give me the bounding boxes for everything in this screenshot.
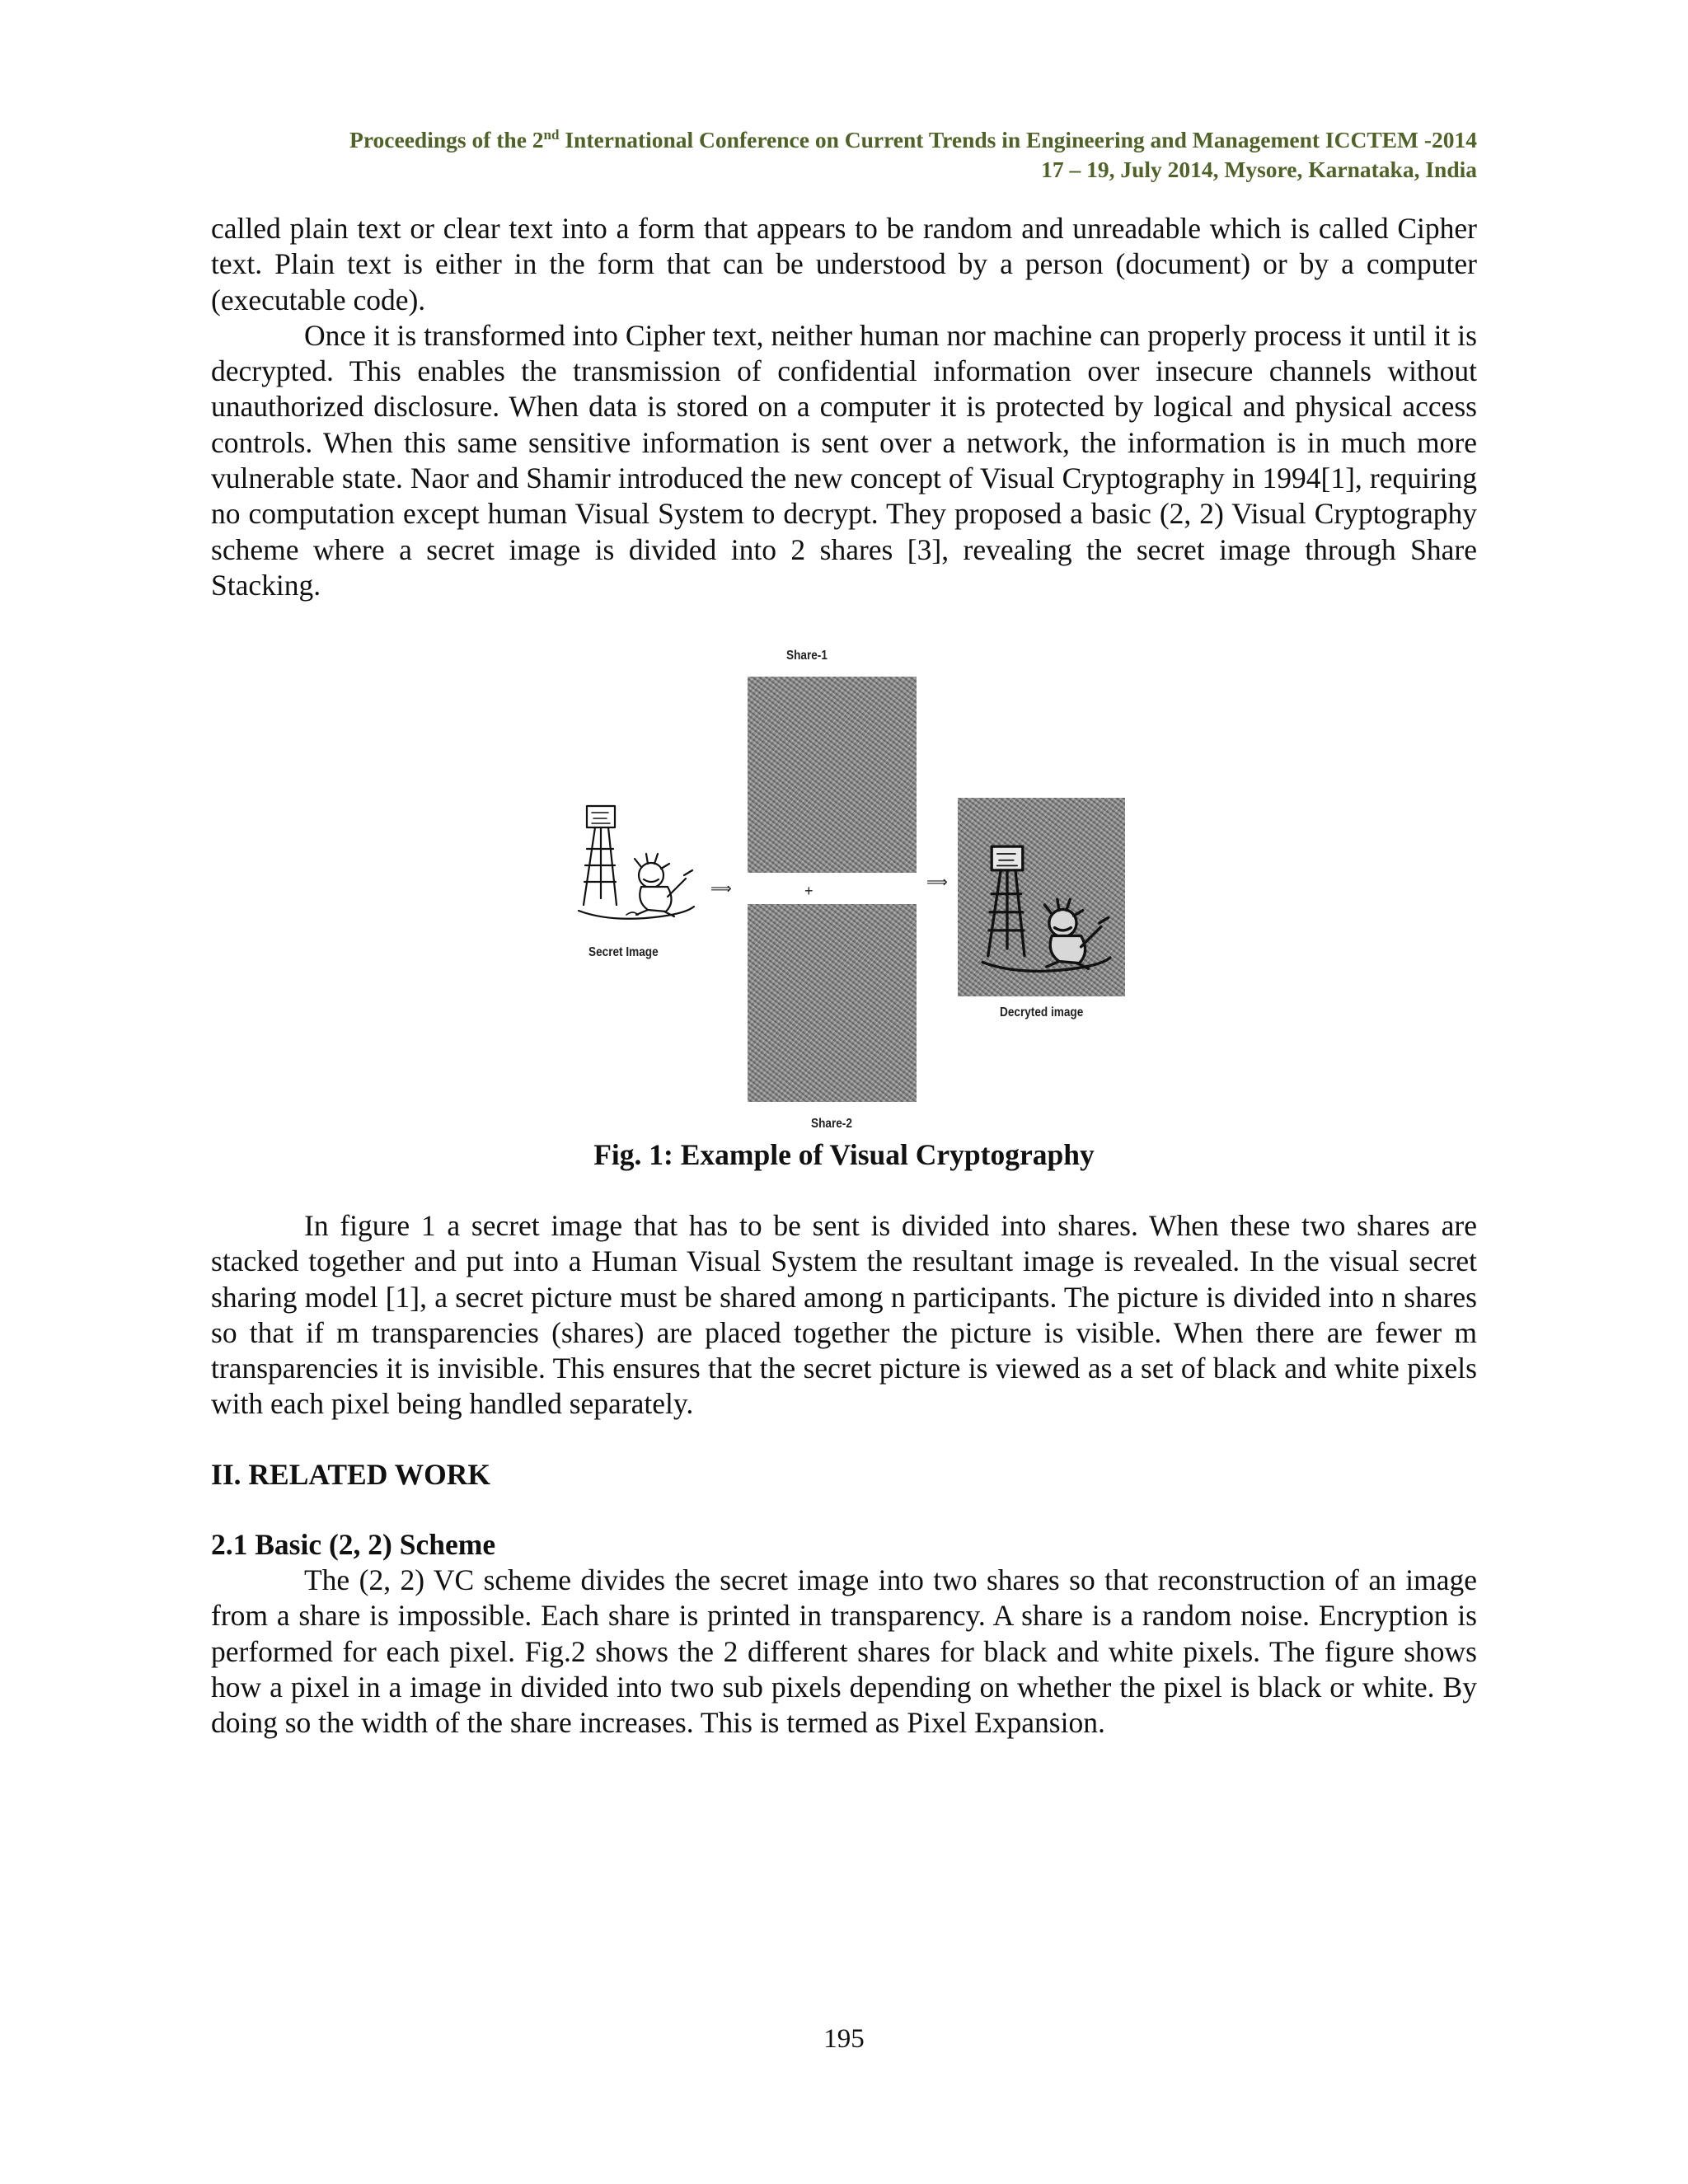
paragraph-figure-1: In figure 1 a secret image that has to be sent is divided into shares. When these two shares are stacked together and put into a Human Visual System the resultant image is revealed. In the visual secret sharing model [1], a secret picture must be shared among n participants. The picture is divided into n shares so that if m transparencies (shares) are placed together the picture is visible. When there are fewer m transparencies it is invisible. This ensures that the secret picture is viewed as a set of black and white pixels with each pixel being handled separately. [211, 1209, 1477, 1421]
header-line-2: 17 – 19, July 2014, Mysore, Karnataka, India [1041, 157, 1477, 182]
subsection-basic-scheme [211, 1527, 1477, 1741]
secret-image-label: Secret Image [588, 945, 659, 959]
paragraph-basic-scheme: The (2, 2) VC scheme divides the secret image into two shares so that reconstruction of an image from a share is impossible. Each share is printed in transparency. A share is a random noise. Encryption is performed for each pixel. Fig.2 shows the 2 different shares for black and white pixels. The figure shows how a pixel in a image in divided into two sub pixels depending on whether the pixel is black or white. By doing so the width of the share increases. This is termed as Pixel Expansion. [211, 1563, 1477, 1740]
header-line-1: Proceedings of the 2nd International Conference on Current Trends in Engineering and Management ICCTEM -2014 [349, 126, 1477, 152]
share-2-label: Share-2 [811, 1117, 852, 1131]
paragraph-cipher-text: called plain text or clear text into a form that appears to be random and unreadable which is called Cipher text. Plain text is either in the form that can be understood by a person (document) or by a computer (executable code). [211, 212, 1477, 316]
decrypted-image [958, 798, 1125, 996]
share-1-label: Share-1 [786, 649, 828, 663]
page-number: 195 [823, 2024, 865, 2054]
share-1-image [748, 677, 917, 873]
page-header [158, 125, 1477, 185]
section-heading: II. RELATED WORK [211, 1458, 490, 1491]
paragraph-visual-cryptography: Once it is transformed into Cipher text, neither human nor machine can properly process it until it is decrypted. This enables the transmission of confidential information over insecure channels without unauthorized disclosure. When data is stored on a computer it is protected by logical and physical access controls. When this same sensitive information is sent over a network, the information is in much more vulnerable state. Naor and Shamir introduced the new concept of Visual Cryptography in 1994[1], requiring no computation except human Visual System to decrypt. They proposed a basic (2, 2) Visual Cryptography scheme where a secret image is divided into 2 shares [3], revealing the secret image through Share Stacking. [211, 318, 1477, 602]
decrypted-drawing [964, 829, 1119, 991]
share-2-image [748, 904, 917, 1102]
secret-image [562, 799, 702, 927]
decrypted-image-label: Decryted image [1000, 1005, 1084, 1019]
figure-caption: Fig. 1: Example of Visual Cryptography [593, 1138, 1095, 1171]
intro-text [211, 211, 1477, 603]
arrow-icon: ⟹ [710, 880, 732, 897]
arrow-icon: ⟹ [926, 874, 948, 890]
figure-visual-cryptography [557, 639, 1134, 1141]
plus-sign: + [804, 883, 814, 899]
figure-discussion [211, 1208, 1477, 1422]
subsection-heading: 2.1 Basic (2, 2) Scheme [211, 1528, 496, 1561]
